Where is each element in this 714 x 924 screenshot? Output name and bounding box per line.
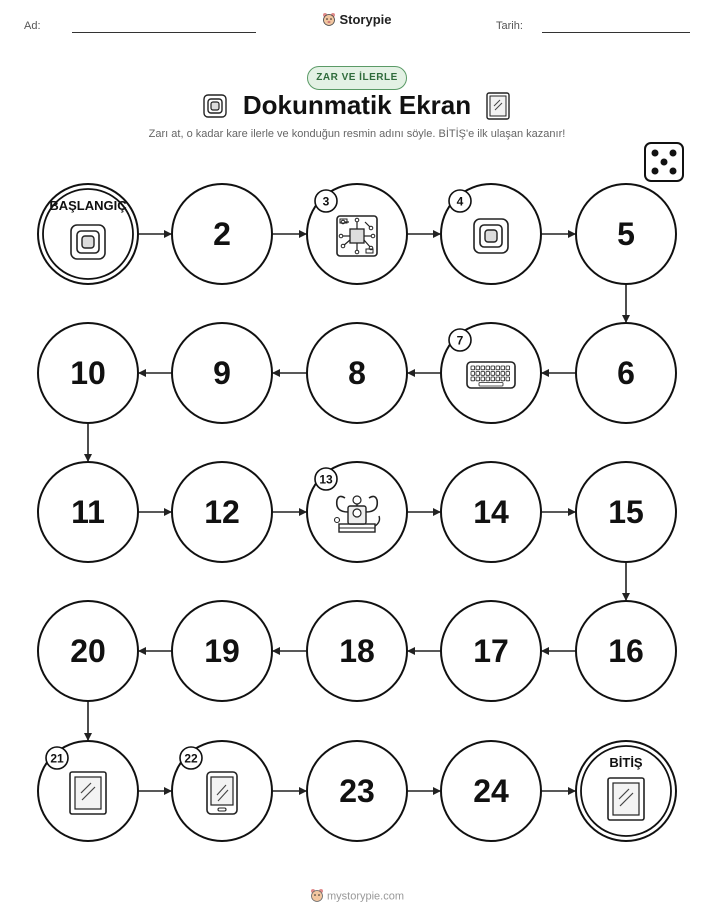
board-space-24[interactable] [441, 741, 541, 841]
board-space-4[interactable] [441, 184, 541, 284]
board-space-2[interactable] [172, 184, 272, 284]
board-space-22[interactable] [172, 741, 272, 841]
finish-space[interactable] [576, 741, 676, 841]
screen-frame-icon [70, 772, 106, 814]
date-label: Tarih: [496, 20, 523, 32]
space-number: 10 [70, 355, 106, 391]
keyboard-icon [467, 362, 515, 388]
space-number: 2 [213, 216, 231, 252]
board-space-3[interactable] [307, 184, 407, 284]
brand-name: Storypie [339, 12, 392, 27]
board-space-9[interactable] [172, 323, 272, 423]
space-number-badge [315, 468, 337, 490]
board-space-20[interactable] [38, 601, 138, 701]
start-label: BAŞLANGIÇ [49, 198, 127, 213]
space-number-badge-text: 7 [456, 333, 464, 348]
space-number-badge-text: 21 [50, 751, 64, 766]
board-space-5[interactable] [576, 184, 676, 284]
space-number-badge [449, 190, 471, 212]
finish-label: BİTİŞ [609, 755, 643, 770]
screen-frame-icon [608, 778, 644, 820]
space-number: 19 [204, 633, 240, 669]
board-space-16[interactable] [576, 601, 676, 701]
board-space-15[interactable] [576, 462, 676, 562]
space-number: 17 [473, 633, 509, 669]
footer-url: mystorypie.com [326, 890, 405, 903]
board-space-7[interactable] [441, 323, 541, 423]
space-number: 11 [71, 494, 105, 530]
space-number-badge [315, 190, 337, 212]
board-space-18[interactable] [307, 601, 407, 701]
instructions: Zarı at, o kadar kare ilerle ve konduğun resmin adını söyle. BİTİŞ'e ilk ulaşan kazanır! [148, 128, 566, 140]
space-number: 9 [213, 355, 231, 391]
board-space-19[interactable] [172, 601, 272, 701]
board-space-11[interactable] [38, 462, 138, 562]
footer [0, 888, 714, 905]
space-number: 23 [339, 773, 375, 809]
space-number: 12 [204, 494, 240, 530]
board-space-14[interactable] [441, 462, 541, 562]
space-number: 16 [608, 633, 644, 669]
circuit-board-icon [337, 216, 377, 256]
board-space-10[interactable] [38, 323, 138, 423]
board-space-17[interactable] [441, 601, 541, 701]
space-number: 8 [348, 355, 366, 391]
start-space[interactable] [38, 184, 138, 284]
space-number: 5 [617, 216, 635, 252]
tablet-icon [207, 772, 237, 814]
space-number-badge-text: 3 [322, 194, 330, 209]
space-number: 24 [473, 773, 509, 809]
bear-logo-icon [310, 888, 324, 905]
board-space-6[interactable] [576, 323, 676, 423]
board-space-8[interactable] [307, 323, 407, 423]
space-number-badge-text: 4 [456, 194, 464, 209]
space-number-badge-text: 22 [184, 751, 198, 766]
space-number-badge-text: 13 [319, 472, 333, 487]
board-space-21[interactable] [38, 741, 138, 841]
mode-badge: ZAR VE İLERLE [307, 66, 407, 90]
board-space-13[interactable] [307, 462, 407, 562]
space-number-badge [180, 747, 202, 769]
space-number-badge [449, 329, 471, 351]
space-number: 14 [473, 494, 509, 530]
space-number-badge [46, 747, 68, 769]
space-number: 18 [339, 633, 375, 669]
space-number: 20 [70, 633, 106, 669]
board-space-12[interactable] [172, 462, 272, 562]
board-space-23[interactable] [307, 741, 407, 841]
space-number: 15 [608, 494, 644, 530]
space-number: 6 [617, 355, 635, 391]
page-title: Dokunmatik Ekran [242, 90, 472, 120]
name-label: Ad: [24, 20, 41, 32]
